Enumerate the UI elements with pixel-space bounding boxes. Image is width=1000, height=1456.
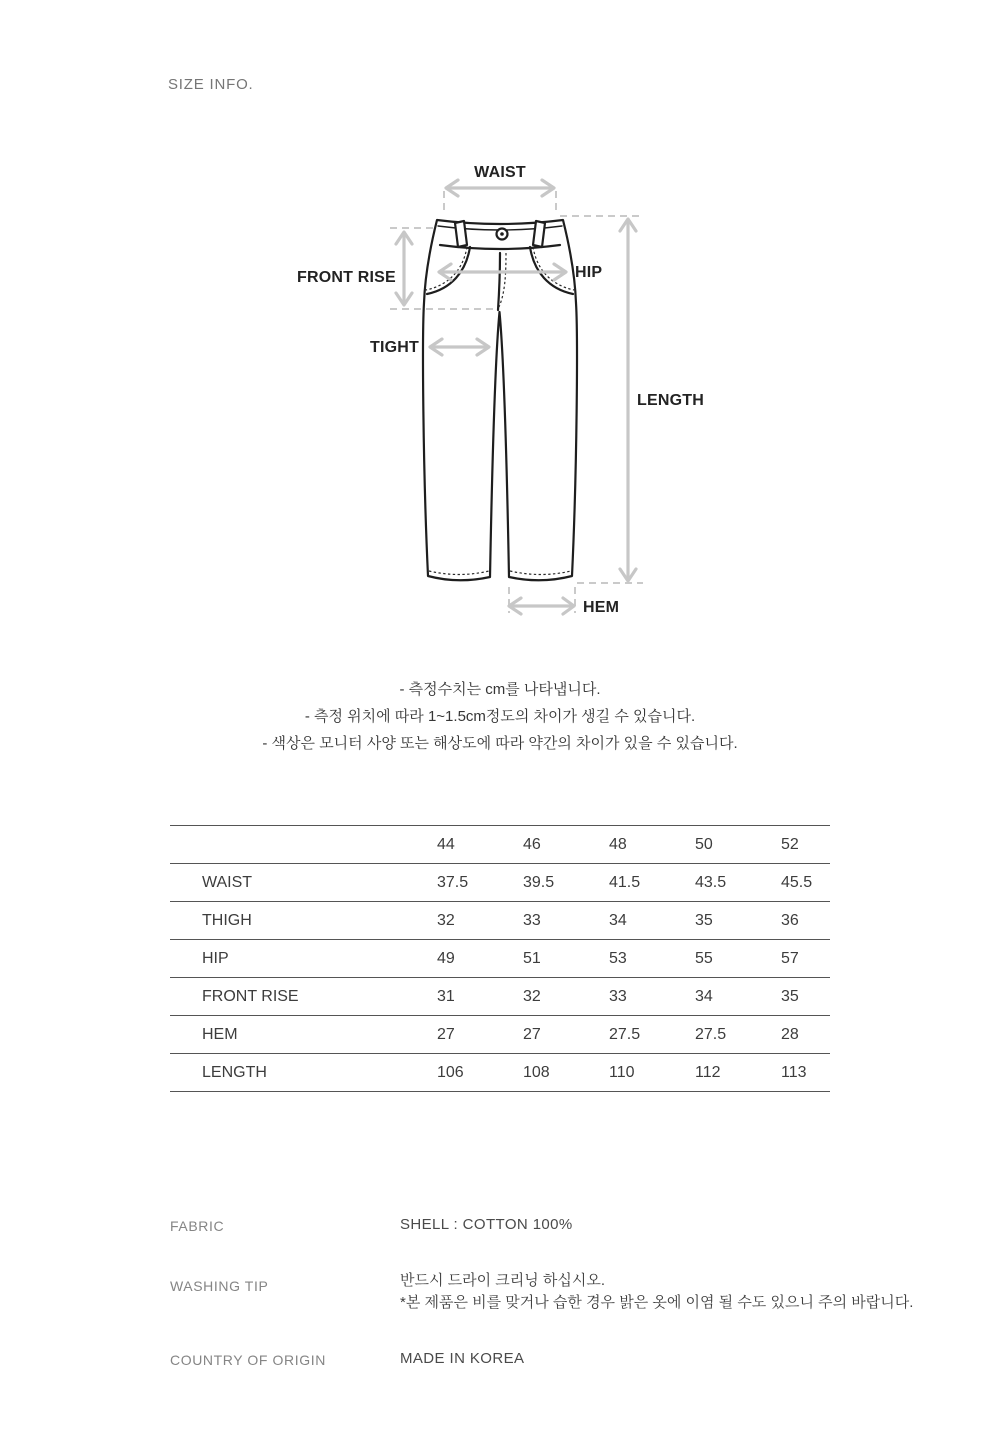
size-col-header: 46	[523, 835, 541, 853]
diagram-label-tight: TIGHT	[370, 339, 419, 356]
table-row-length	[170, 1054, 830, 1092]
washing-tip-line-2: *본 제품은 비를 맞거나 습한 경우 밝은 옷에 이염 될 수도 있으니 주의 바랍니다.	[400, 1294, 914, 1311]
diagram-label-waist: WAIST	[474, 164, 526, 181]
note-line: - 측정 위치에 따라 1~1.5cm정도의 차이가 생길 수 있습니다.	[304, 708, 696, 725]
washing-tip-label: WASHING TIP	[170, 1278, 269, 1294]
size-col-header: 50	[695, 835, 713, 853]
belt-loop-right	[533, 221, 545, 247]
cell: 27.5	[695, 1025, 727, 1043]
hem-arrow	[509, 598, 574, 614]
note-line: - 측정수치는 cm를 나타냅니다.	[399, 681, 601, 698]
page-title: SIZE INFO.	[168, 76, 254, 93]
cell: 27	[523, 1025, 541, 1043]
cell: 35	[781, 987, 799, 1005]
cell: 110	[609, 1063, 635, 1081]
cell: 39.5	[523, 873, 555, 891]
row-label: THIGH	[202, 911, 252, 929]
size-col-header: 44	[437, 835, 455, 853]
fabric-label: FABRIC	[170, 1218, 225, 1234]
cell: 27.5	[609, 1025, 641, 1043]
table-row-front-rise	[170, 978, 830, 1016]
cell: 113	[781, 1063, 807, 1081]
cell: 27	[437, 1025, 455, 1043]
front-rise-arrow	[396, 232, 412, 305]
note-line: - 색상은 모니터 사양 또는 해상도에 따라 약간의 차이가 있을 수 있습니다.	[262, 735, 738, 752]
cell: 45.5	[781, 873, 813, 891]
cell: 108	[523, 1063, 550, 1081]
cell: 57	[781, 949, 799, 967]
cell: 55	[695, 949, 713, 967]
table-row-thigh	[170, 902, 830, 940]
size-col-header: 52	[781, 835, 799, 853]
washing-tip-line-1: 반드시 드라이 크리닝 하십시오.	[400, 1272, 606, 1289]
cell: 28	[781, 1025, 799, 1043]
cell: 112	[695, 1063, 721, 1081]
diagram-label-hem: HEM	[583, 599, 620, 616]
table-row-waist	[170, 864, 830, 902]
cell: 34	[609, 911, 627, 929]
cell: 41.5	[609, 873, 641, 891]
length-arrow	[620, 219, 636, 581]
row-label: HEM	[202, 1025, 238, 1043]
table-row-hip	[170, 940, 830, 978]
waist-arrow	[446, 180, 554, 196]
cell: 31	[437, 987, 455, 1005]
fabric-value: SHELL : COTTON 100%	[400, 1216, 573, 1233]
measurement-notes	[0, 676, 1000, 757]
cell: 49	[437, 949, 455, 967]
table-row-hem	[170, 1016, 830, 1054]
cell: 33	[523, 911, 541, 929]
cell: 37.5	[437, 873, 469, 891]
row-label: LENGTH	[202, 1063, 267, 1081]
cell: 53	[609, 949, 627, 967]
diagram-label-hip: HIP	[575, 264, 603, 281]
cell: 32	[437, 911, 455, 929]
cell: 34	[695, 987, 713, 1005]
cell: 106	[437, 1063, 464, 1081]
cell: 51	[523, 949, 541, 967]
cell: 36	[781, 911, 799, 929]
belt-loop-left	[455, 221, 467, 247]
button-center-dot	[500, 232, 504, 236]
size-table	[170, 825, 830, 1092]
country-of-origin-value: MADE IN KOREA	[400, 1350, 525, 1367]
size-table-header-row	[170, 826, 830, 864]
cell: 33	[609, 987, 627, 1005]
washing-tip-value	[400, 1270, 913, 1314]
diagram-label-length: LENGTH	[637, 392, 704, 409]
row-label: HIP	[202, 949, 229, 967]
row-label: WAIST	[202, 873, 253, 891]
country-of-origin-label: COUNTRY OF ORIGIN	[170, 1352, 326, 1368]
size-col-header: 48	[609, 835, 627, 853]
cell: 35	[695, 911, 713, 929]
corner-cell	[170, 826, 400, 864]
cell: 32	[523, 987, 541, 1005]
diagram-label-front-rise: FRONT RISE	[297, 269, 396, 286]
pants-drawing	[280, 150, 720, 630]
cell: 43.5	[695, 873, 727, 891]
row-label: FRONT RISE	[202, 987, 299, 1005]
